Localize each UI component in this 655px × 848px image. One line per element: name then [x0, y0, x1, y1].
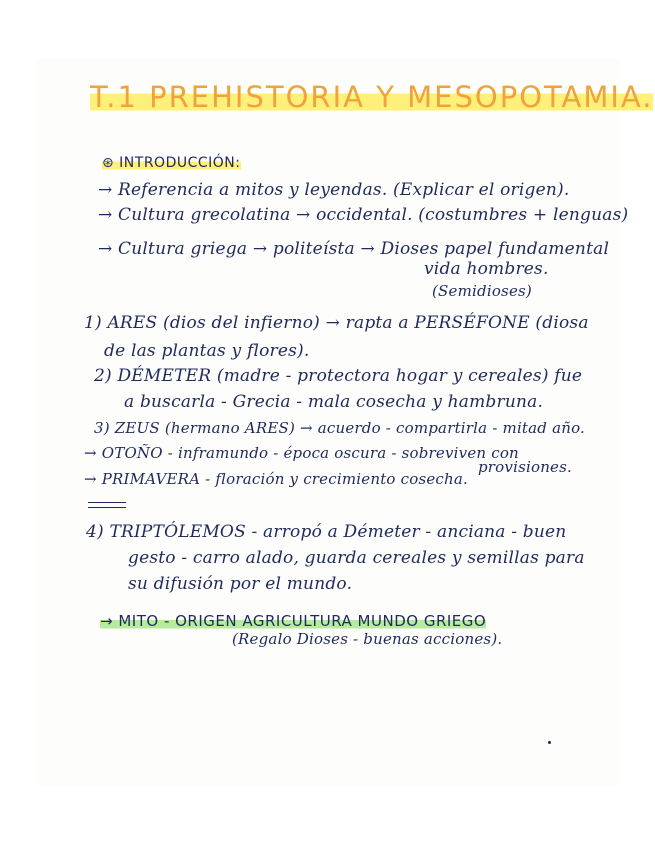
note-line-provisiones: provisiones.: [478, 458, 573, 476]
note-line-semidioses: (Semidioses): [432, 282, 532, 300]
section-heading-introduccion: ⊛ INTRODUCCIÓN:: [102, 155, 241, 171]
ink-dot: [548, 741, 551, 744]
note-line-grecolatina: → Cultura grecolatina → occidental. (costumbres + lenguas): [98, 205, 629, 225]
page-title: T.1 PREHISTORIA Y MESOPOTAMIA.: [90, 80, 654, 114]
note-item-4-triptolemos: 4) TRIPTÓLEMOS - arropó a Démeter - anciana - buen: [86, 522, 567, 542]
note-line-otono: → OTOÑO - inframundo - época oscura - sobreviven con: [84, 444, 519, 462]
note-item-1-continued: de las plantas y flores).: [104, 341, 310, 361]
note-line-regalo-dioses: (Regalo Dioses - buenas acciones).: [232, 630, 503, 648]
note-line-politeista: → Cultura griega → politeísta → Dioses papel fundamental: [98, 239, 610, 259]
note-item-2-continued: a buscarla - Grecia - mala cosecha y hambruna.: [124, 392, 544, 412]
note-item-4-continued: gesto - carro alado, guarda cereales y semillas para: [128, 548, 585, 568]
divider-line: [88, 502, 126, 503]
note-item-2-demeter: 2) DÉMETER (madre - protectora hogar y cereales) fue: [94, 366, 583, 386]
divider-line: [88, 507, 126, 508]
note-line-vida-hombres: vida hombres.: [424, 259, 549, 279]
note-item-3-zeus: 3) ZEUS (hermano ARES) → acuerdo - compartirla - mitad año.: [94, 419, 586, 437]
note-item-4-end: su difusión por el mundo.: [128, 574, 353, 594]
note-item-1-ares: 1) ARES (dios del infierno) → rapta a PERSÉFONE (diosa: [84, 313, 589, 333]
note-line-mito-origen: → MITO - ORIGEN AGRICULTURA MUNDO GRIEGO: [100, 612, 487, 630]
note-line-mitos: → Referencia a mitos y leyendas. (Explicar el origen).: [98, 180, 570, 200]
note-line-primavera: → PRIMAVERA - floración y crecimiento cosecha.: [84, 470, 469, 488]
